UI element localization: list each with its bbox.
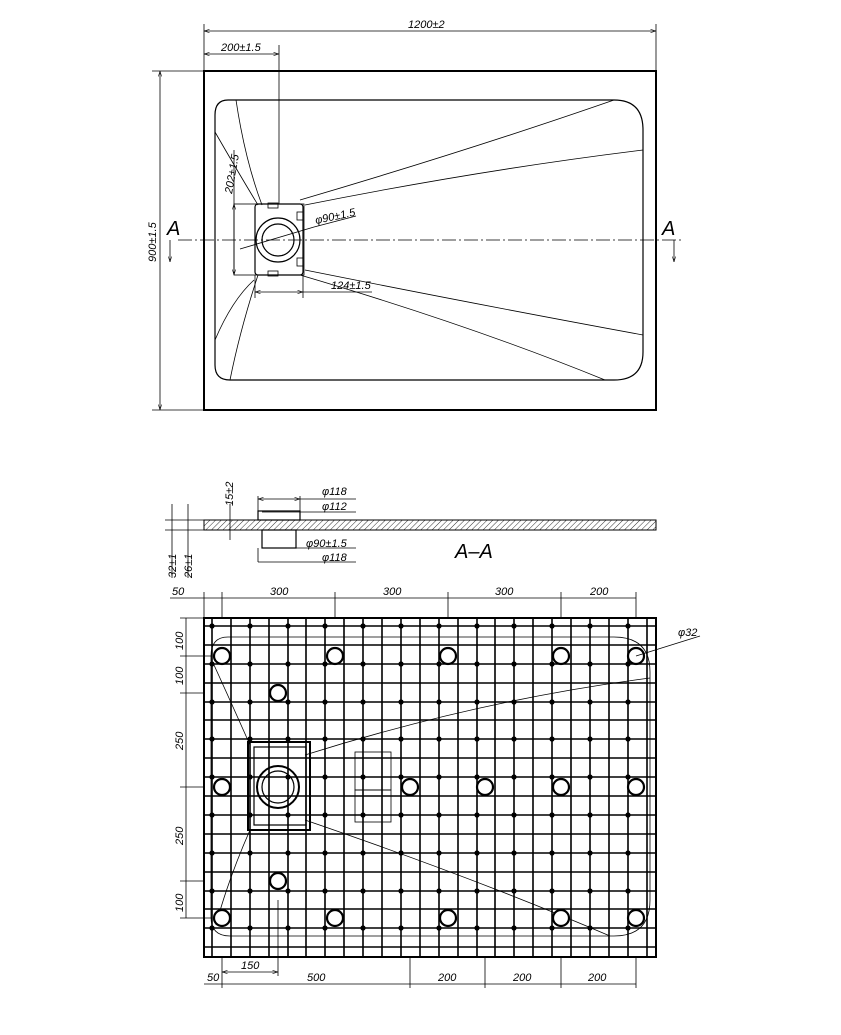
dim-top-3: 300 [495, 586, 514, 598]
grid-node [474, 888, 479, 893]
grid-node [625, 850, 630, 855]
grid-node [322, 888, 327, 893]
dim-left-0: 100 [174, 631, 186, 650]
grid-node [625, 774, 630, 779]
tray-outline [204, 71, 656, 410]
grid-node [398, 623, 403, 628]
support-grid [204, 618, 656, 957]
grid-node [209, 888, 214, 893]
support-hole [628, 779, 644, 795]
grid-node [398, 661, 403, 666]
dim-overall-width: 1200±2 [408, 19, 445, 31]
grid-node [436, 925, 441, 930]
grid-node [360, 623, 365, 628]
grid-node [209, 812, 214, 817]
grid-node [398, 699, 403, 704]
dim-lip-height: 15±2 [224, 481, 236, 506]
grid-node [285, 623, 290, 628]
grid-node [285, 699, 290, 704]
grid-node [360, 925, 365, 930]
section-view [165, 482, 656, 579]
grid-node [398, 774, 403, 779]
section-label-right: A [662, 218, 676, 240]
grid-node [511, 888, 516, 893]
grid-node [549, 699, 554, 704]
grid-node [511, 623, 516, 628]
grid-node [511, 812, 516, 817]
grid-node [322, 774, 327, 779]
support-hole [628, 910, 644, 926]
dim-left-3: 250 [174, 826, 186, 845]
dim-drain-box-width: 124±1.5 [331, 280, 371, 292]
grid-node [625, 888, 630, 893]
grid-node [398, 888, 403, 893]
dim-drain-offset: 200±1.5 [221, 42, 261, 54]
grid-node [322, 736, 327, 741]
bottom-outline [204, 618, 656, 957]
grid-node [436, 736, 441, 741]
grid-node [360, 888, 365, 893]
grid-node [549, 850, 554, 855]
grid-node [209, 661, 214, 666]
grid-node [285, 925, 290, 930]
bottom-slope-lines [214, 665, 650, 936]
grid-node [209, 699, 214, 704]
dim-bottom-0: 50 [207, 972, 220, 984]
grid-node [549, 812, 554, 817]
grid-node [360, 661, 365, 666]
support-hole [553, 910, 569, 926]
support-hole [270, 685, 286, 701]
grid-node [474, 774, 479, 779]
grid-node [511, 850, 516, 855]
grid-node [625, 925, 630, 930]
support-holes [214, 648, 644, 926]
bottom-view [170, 586, 700, 988]
dim-flange-inner: φ112 [322, 501, 347, 513]
grid-node [322, 925, 327, 930]
grid-node [247, 925, 252, 930]
grid-node [322, 661, 327, 666]
grid-node [549, 925, 554, 930]
grid-node [549, 774, 554, 779]
grid-node [474, 812, 479, 817]
grid-node [587, 812, 592, 817]
support-hole [402, 779, 418, 795]
bottom-drain-outlet [257, 766, 299, 808]
grid-node [549, 623, 554, 628]
support-hole [327, 910, 343, 926]
grid-node [285, 850, 290, 855]
grid-node [625, 736, 630, 741]
support-hole [553, 648, 569, 664]
dim-left-1: 100 [174, 666, 186, 685]
grid-node [360, 850, 365, 855]
grid-node [247, 850, 252, 855]
grid-node [436, 850, 441, 855]
grid-node [625, 623, 630, 628]
support-hole [477, 779, 493, 795]
dim-bottom-2: 500 [307, 972, 326, 984]
grid-node [209, 623, 214, 628]
grid-node [209, 774, 214, 779]
grid-node [511, 661, 516, 666]
support-hole [440, 910, 456, 926]
section-label-left: A [167, 218, 181, 240]
support-hole [440, 648, 456, 664]
grid-node [511, 925, 516, 930]
section-slab [204, 520, 656, 530]
grid-node [474, 623, 479, 628]
grid-node [285, 812, 290, 817]
plan-view [147, 19, 682, 410]
grid-node [209, 736, 214, 741]
grid-node [511, 736, 516, 741]
dim-top-2: 300 [383, 586, 402, 598]
support-hole [214, 910, 230, 926]
dim-slab-height: 26±1 [183, 553, 195, 578]
dim-overall-depth: 900±1.5 [147, 222, 159, 262]
grid-node [436, 774, 441, 779]
grid-node [360, 812, 365, 817]
dim-bottom-5: 200 [588, 972, 607, 984]
grid-node [436, 699, 441, 704]
grid-node [285, 661, 290, 666]
grid-node [322, 850, 327, 855]
dim-hole-diameter: φ32 [678, 627, 698, 639]
dim-pipe-diameter: φ90±1.5 [306, 538, 347, 550]
grid-node [587, 736, 592, 741]
grid-node [247, 888, 252, 893]
grid-node [322, 699, 327, 704]
grid-node [436, 623, 441, 628]
support-hole [270, 873, 286, 889]
grid-node [587, 699, 592, 704]
grid-node [398, 812, 403, 817]
grid-node [398, 736, 403, 741]
grid-node [436, 661, 441, 666]
grid-node [625, 812, 630, 817]
dim-flange-outer: φ118 [322, 486, 347, 498]
dim-bottom-1: 150 [241, 960, 260, 972]
grid-node [247, 623, 252, 628]
grid-node [209, 850, 214, 855]
grid-node [398, 925, 403, 930]
dim-top-0: 50 [172, 586, 185, 598]
dim-top-1: 300 [270, 586, 289, 598]
grid-node [436, 812, 441, 817]
dim-bottom-4: 200 [513, 972, 532, 984]
grid-node [360, 774, 365, 779]
grid-node [474, 850, 479, 855]
grid-node [285, 736, 290, 741]
dim-pipe-flange: φ118 [322, 552, 347, 564]
dim-total-height: 32±1 [167, 553, 179, 578]
grid-node [247, 661, 252, 666]
dim-drain-diameter: φ90±1.5 [314, 206, 357, 227]
grid-node [247, 699, 252, 704]
support-hole [214, 779, 230, 795]
grid-node [587, 661, 592, 666]
dim-drain-box-height: 202±1.5 [223, 153, 242, 195]
grid-node [474, 736, 479, 741]
grid-node [322, 812, 327, 817]
section-title: A–A [455, 541, 493, 563]
grid-node [549, 888, 554, 893]
grid-node [587, 850, 592, 855]
grid-node [474, 699, 479, 704]
grid-node [587, 623, 592, 628]
grid-node [436, 888, 441, 893]
support-hole [327, 648, 343, 664]
dim-top-4: 200 [590, 586, 609, 598]
grid-node [285, 888, 290, 893]
grid-node [625, 699, 630, 704]
grid-node [474, 661, 479, 666]
grid-node [587, 774, 592, 779]
grid-node [360, 699, 365, 704]
grid-node [549, 736, 554, 741]
support-hole [553, 779, 569, 795]
dim-left-4: 100 [174, 893, 186, 912]
dim-bottom-3: 200 [438, 972, 457, 984]
grid-node [511, 774, 516, 779]
grid-node [322, 623, 327, 628]
dim-left-2: 250 [174, 731, 186, 750]
support-hole [214, 648, 230, 664]
grid-node [474, 925, 479, 930]
grid-node [549, 661, 554, 666]
grid-node [587, 888, 592, 893]
drain [234, 203, 304, 276]
